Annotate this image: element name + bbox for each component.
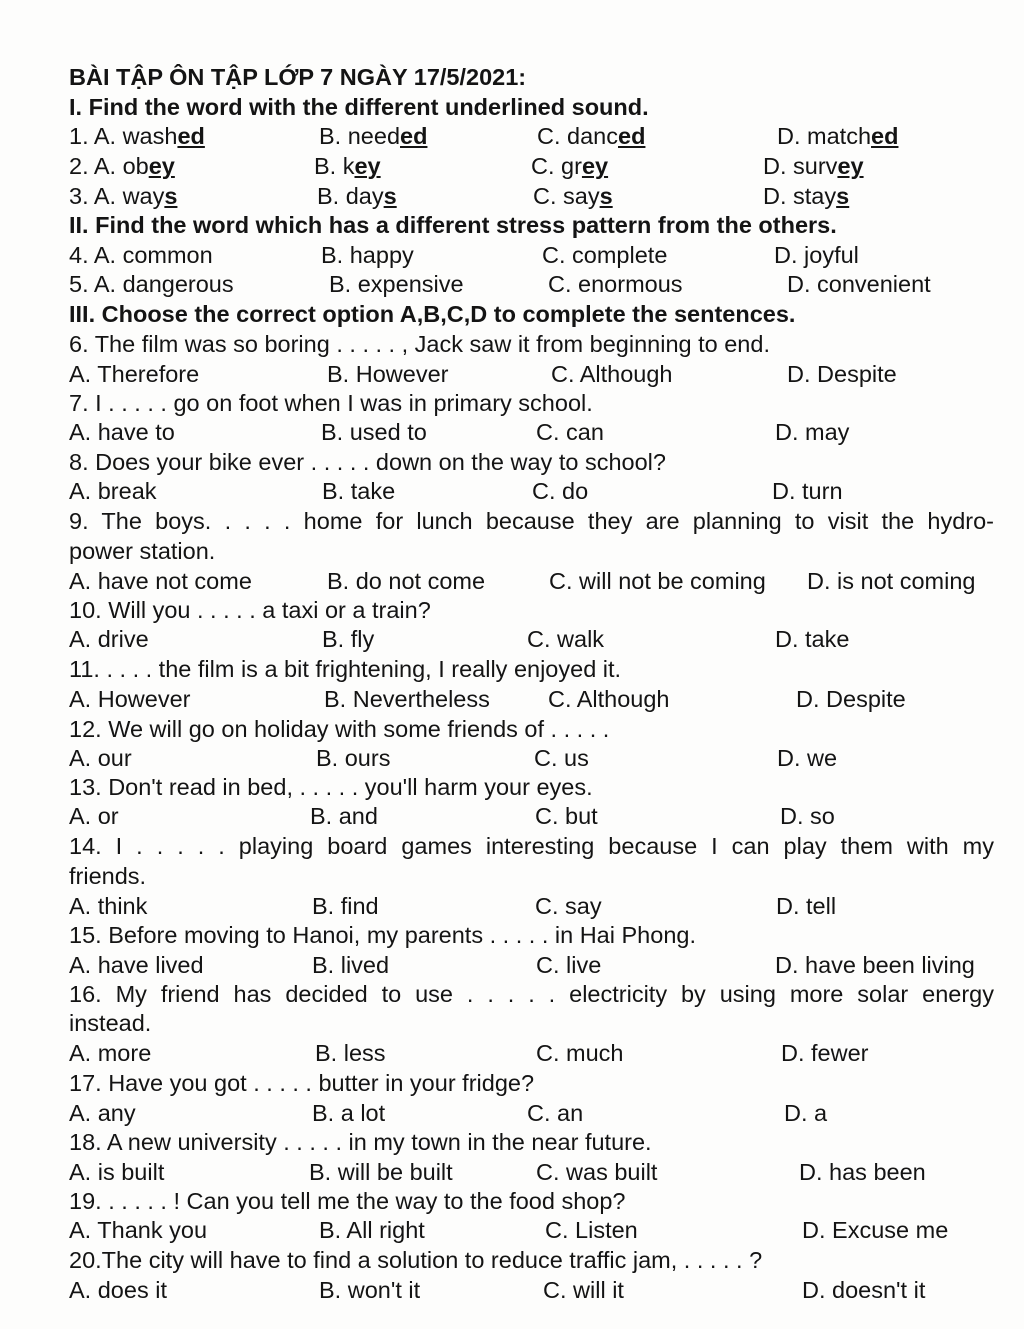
question-stem: 13. Don't read in bed, . . . . . you'll harm your eyes. <box>69 774 593 800</box>
option-b: B. used to <box>321 419 427 445</box>
option-c: C. will it <box>543 1277 624 1303</box>
option-b: B. happy <box>321 242 414 268</box>
option-b: B. ours <box>316 745 391 771</box>
option-c: C. live <box>536 952 602 978</box>
option-d: D. so <box>780 803 835 829</box>
option-a: 1. A. washed <box>69 123 205 149</box>
question-stem: 6. The film was so boring . . . . . , Jack saw it from beginning to end. <box>69 331 770 357</box>
option-d: D. a <box>784 1100 828 1126</box>
option-d: D. Despite <box>796 686 906 712</box>
option-b: B. lived <box>312 952 390 978</box>
option-a: A. does it <box>69 1277 167 1303</box>
option-c: C. enormous <box>548 271 683 297</box>
option-a: A. have not come <box>69 568 252 594</box>
option-b: B. and <box>310 803 378 829</box>
option-c: C. grey <box>531 153 609 179</box>
option-a: 3. A. ways <box>69 183 178 209</box>
section-3-heading: III. Choose the correct option A,B,C,D to complete the sentences. <box>69 301 796 327</box>
option-d: D. has been <box>799 1159 926 1185</box>
option-c: C. will not be coming <box>549 568 766 594</box>
question-stem: 19. . . . . . ! Can you tell me the way to the food shop? <box>69 1188 626 1214</box>
question-stem-continued: power station. <box>69 538 216 564</box>
option-a: A. think <box>69 893 148 919</box>
option-c: C. an <box>527 1100 584 1126</box>
option-b: B. fly <box>322 626 375 652</box>
option-d: D. have been living <box>775 952 975 978</box>
option-d: D. Excuse me <box>802 1217 949 1243</box>
option-b: B. key <box>314 153 381 179</box>
option-c: C. complete <box>542 242 668 268</box>
option-b: B. needed <box>319 123 428 149</box>
option-a: 4. A. common <box>69 242 213 268</box>
option-d: D. tell <box>776 893 837 919</box>
question-stem: 20.The city will have to find a solution to reduce traffic jam, . . . . . ? <box>69 1247 763 1273</box>
option-a: A. is built <box>69 1159 165 1185</box>
option-d: D. joyful <box>774 242 859 268</box>
option-c: C. walk <box>527 626 605 652</box>
option-b: B. expensive <box>329 271 464 297</box>
option-b: B. take <box>322 478 396 504</box>
option-a: 2. A. obey <box>69 153 175 179</box>
question-stem-continued: instead. <box>69 1010 152 1036</box>
option-a: A. Thank you <box>69 1217 208 1243</box>
option-a: A. drive <box>69 626 149 652</box>
question-stem: 15. Before moving to Hanoi, my parents . . . . . in Hai Phong. <box>69 922 696 948</box>
option-b: B. a lot <box>312 1100 386 1126</box>
option-b: B. days <box>317 183 397 209</box>
option-d: D. Despite <box>787 361 897 387</box>
question-stem: 18. A new university . . . . . in my town in the near future. <box>69 1129 652 1155</box>
page-title: BÀI TẬP ÔN TẬP LỚP 7 NGÀY 17/5/2021: <box>69 64 527 90</box>
option-d: D. survey <box>763 153 864 179</box>
option-d: D. we <box>777 745 838 771</box>
option-d: D. doesn't it <box>802 1277 926 1303</box>
option-a: A. any <box>69 1100 136 1126</box>
option-c: C. can <box>536 419 604 445</box>
option-c: C. Although <box>548 686 670 712</box>
option-d: D. convenient <box>787 271 931 297</box>
option-a: A. However <box>69 686 191 712</box>
option-a: A. our <box>69 745 132 771</box>
option-c: C. danced <box>537 123 646 149</box>
option-d: D. matched <box>777 123 899 149</box>
question-stem: 12. We will go on holiday with some friends of . . . . . <box>69 716 610 742</box>
option-a: A. have lived <box>69 952 204 978</box>
option-c: C. do <box>532 478 589 504</box>
option-b: B. However <box>327 361 449 387</box>
option-a: A. or <box>69 803 119 829</box>
question-stem: 16. My friend has decided to use . . . . . electricity by using more solar energy <box>69 981 994 1007</box>
option-b: B. less <box>315 1040 386 1066</box>
option-c: C. much <box>536 1040 624 1066</box>
option-c: C. says <box>533 183 613 209</box>
option-a: 5. A. dangerous <box>69 271 234 297</box>
question-stem: 7. I . . . . . go on foot when I was in primary school. <box>69 390 593 416</box>
option-a: A. more <box>69 1040 152 1066</box>
option-d: D. stays <box>763 183 850 209</box>
option-a: A. Therefore <box>69 361 200 387</box>
section-1-heading: I. Find the word with the different underlined sound. <box>69 94 649 120</box>
question-stem: 11. . . . . the film is a bit frightening, I really enjoyed it. <box>69 656 622 682</box>
question-stem-continued: friends. <box>69 863 147 889</box>
question-stem: 14. I . . . . . playing board games interesting because I can play them with my <box>69 833 994 859</box>
option-c: C. was built <box>536 1159 658 1185</box>
option-b: B. Nevertheless <box>324 686 490 712</box>
option-d: D. fewer <box>781 1040 869 1066</box>
question-stem: 8. Does your bike ever . . . . . down on the way to school? <box>69 449 666 475</box>
section-2-heading: II. Find the word which has a different stress pattern from the others. <box>69 212 837 238</box>
option-b: B. find <box>312 893 379 919</box>
option-a: A. break <box>69 478 157 504</box>
option-b: B. will be built <box>309 1159 453 1185</box>
question-stem: 9. The boys. . . . . home for lunch because they are planning to visit the hydro- <box>69 508 994 534</box>
option-a: A. have to <box>69 419 175 445</box>
option-d: D. turn <box>772 478 843 504</box>
option-b: B. won't it <box>319 1277 421 1303</box>
option-c: C. Although <box>551 361 673 387</box>
option-d: D. is not coming <box>807 568 976 594</box>
option-d: D. may <box>775 419 850 445</box>
option-c: C. but <box>535 803 598 829</box>
question-stem: 17. Have you got . . . . . butter in your fridge? <box>69 1070 535 1096</box>
option-c: C. us <box>534 745 589 771</box>
option-d: D. take <box>775 626 850 652</box>
option-b: B. do not come <box>327 568 486 594</box>
question-stem: 10. Will you . . . . . a taxi or a train? <box>69 597 431 623</box>
option-c: C. say <box>535 893 602 919</box>
option-b: B. All right <box>319 1217 425 1243</box>
option-c: C. Listen <box>545 1217 638 1243</box>
